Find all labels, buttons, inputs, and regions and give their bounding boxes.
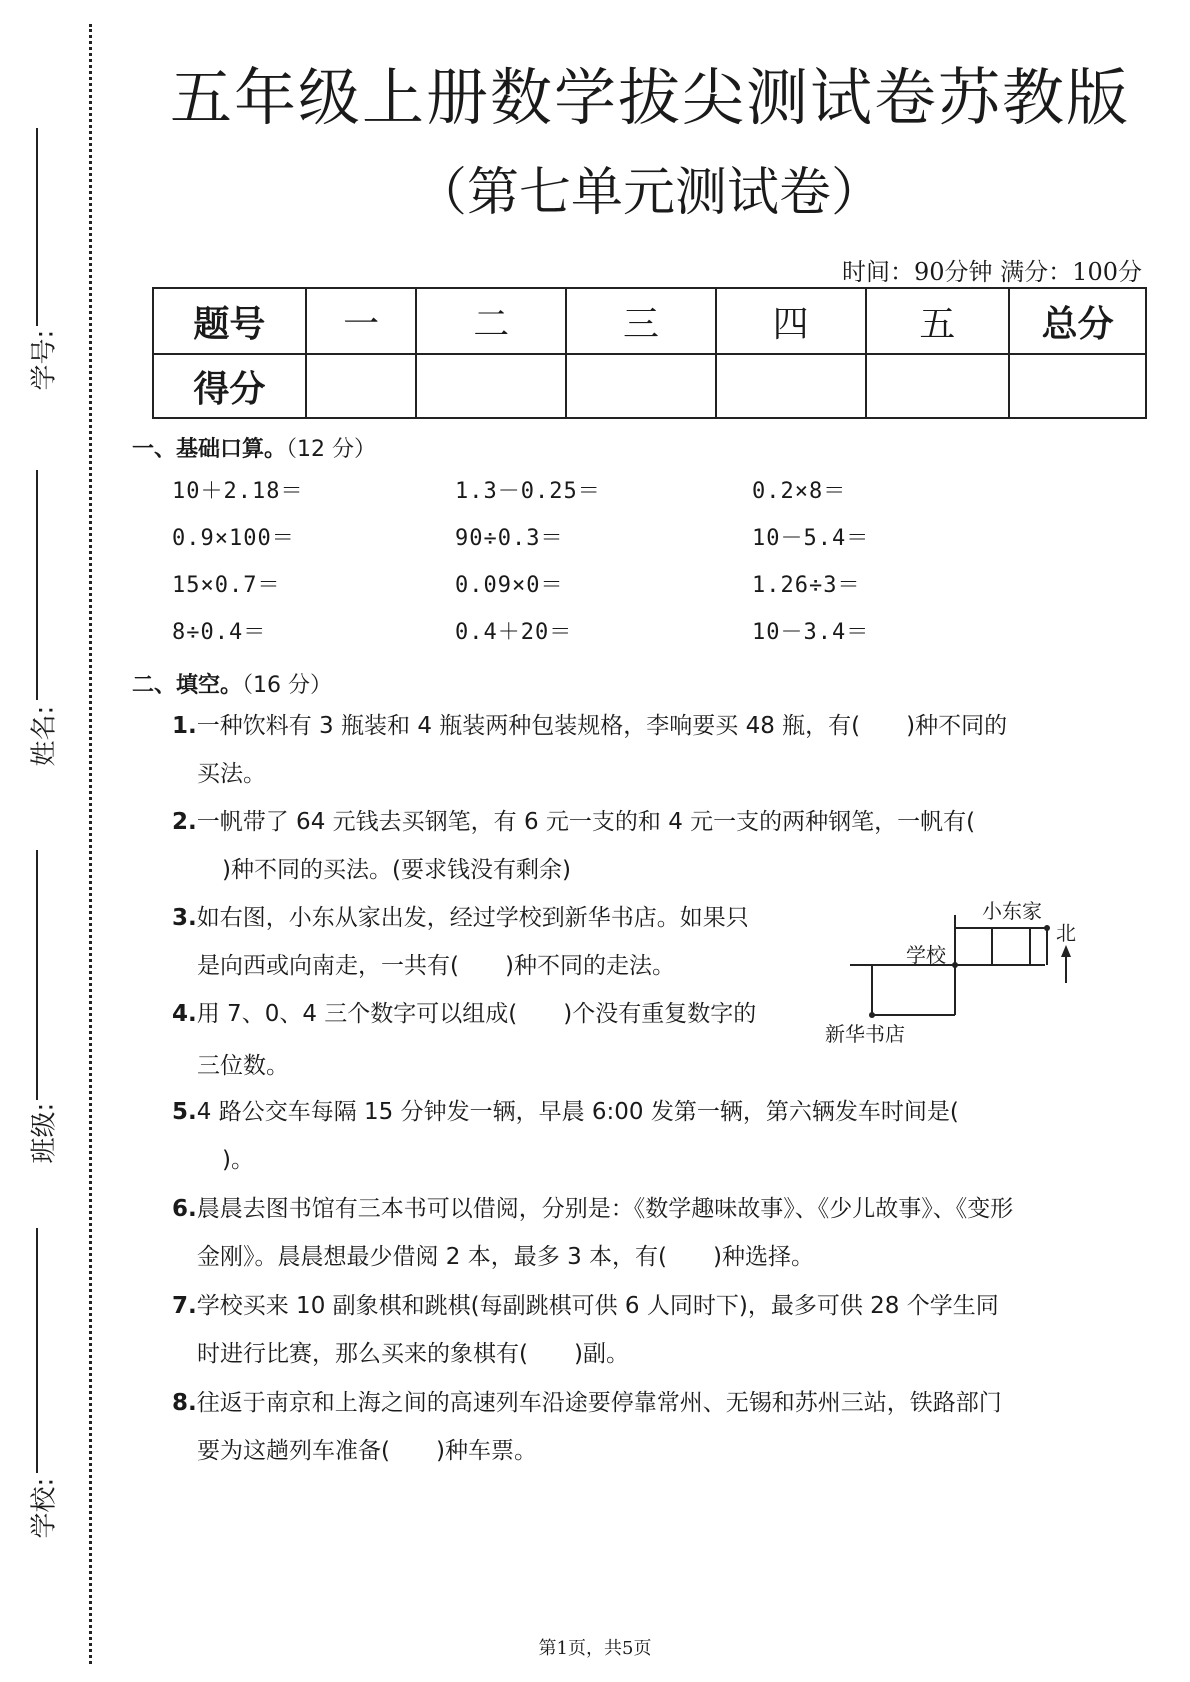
question-text: 一帆带了 64 元钱去买钢笔，有 6 元一支的和 4 元一支的两种钢笔，一帆有(: [196, 809, 976, 835]
col-part-2: 二: [416, 288, 566, 354]
question-text-continued: 三位数。: [197, 1053, 289, 1079]
question-number: 7.: [172, 1293, 197, 1319]
mental-math-grid: [172, 474, 932, 662]
calc-item: 8÷0.4＝: [172, 620, 267, 645]
question-text-continued: 金刚》。晨晨想最少借阅 2 本，最多 3 本，有( )种选择。: [197, 1244, 814, 1270]
name-line: [36, 470, 38, 700]
exam-title: 五年级上册数学拔尖测试卷苏教版: [170, 61, 1131, 134]
school-point: [952, 962, 958, 968]
score-cell-4[interactable]: [716, 354, 866, 418]
north-arrow-icon: [1061, 945, 1071, 983]
question-4: [172, 990, 812, 1090]
score-table-score-row: [153, 354, 1146, 418]
question-number: 1.: [172, 713, 197, 739]
question-1: [172, 702, 1092, 798]
question-text-continued: )种不同的买法。(要求钱没有剩余): [222, 857, 571, 883]
question-text: 学校买来 10 副象棋和跳棋(每副跳棋可供 6 人同时下)，最多可供 28 个学生同: [196, 1293, 999, 1319]
class-label: 班级:: [29, 1102, 60, 1164]
section-1-points: （12 分）: [286, 437, 377, 462]
calc-item: 15×0.7＝: [172, 573, 281, 598]
calc-row: [172, 568, 932, 615]
calc-item: 10－5.4＝: [752, 526, 870, 551]
calc-item: 0.2×8＝: [752, 479, 847, 504]
question-text: 晨晨去图书馆有三本书可以借阅，分别是：《数学趣味故事》、《少儿故事》、《变形: [196, 1196, 1014, 1222]
calc-row: [172, 474, 932, 521]
exam-subtitle: （第七单元测试卷）: [415, 163, 884, 223]
score-cell-3[interactable]: [566, 354, 716, 418]
question-8: [172, 1379, 1092, 1475]
calc-item: 10－3.4＝: [752, 620, 870, 645]
question-text: 如右图，小东从家出发，经过学校到新华书店。如果只: [196, 905, 749, 931]
class-line: [36, 850, 38, 1100]
score-table-header-row: [153, 288, 1146, 354]
question-number: 8.: [172, 1390, 197, 1416]
calc-item: 10＋2.18＝: [172, 479, 304, 504]
calc-item: 0.9×100＝: [172, 526, 295, 551]
calc-item: 0.09×0＝: [455, 573, 564, 598]
route-diagram: [820, 895, 1080, 1045]
question-number-label: 题号: [153, 288, 306, 354]
question-text: 一种饮料有 3 瓶装和 4 瓶装两种包装规格，李响要买 48 瓶，有( )种不同的: [196, 713, 1008, 739]
section-2-heading: [132, 668, 332, 699]
north-label: 北: [1056, 921, 1076, 945]
calc-item: 1.26÷3＝: [752, 573, 861, 598]
calc-item: 90÷0.3＝: [455, 526, 564, 551]
score-table: [152, 287, 1147, 419]
col-total: 总分: [1009, 288, 1146, 354]
question-text-continued: 是向西或向南走，一共有( )种不同的走法。: [197, 953, 675, 979]
question-number: 2.: [172, 809, 197, 835]
question-text: 4 路公交车每隔 15 分钟发一辆，早晨 6:00 发第一辆，第六辆发车时间是(: [196, 1099, 959, 1125]
question-number: 3.: [172, 905, 197, 931]
student-no-label: 学号:: [29, 329, 60, 391]
section-2-title: 二、填空。: [132, 673, 243, 698]
question-2: [172, 798, 1092, 894]
section-1-title: 一、基础口算。: [132, 437, 287, 462]
question-7: [172, 1282, 1092, 1378]
binding-dashed-line: [89, 24, 92, 1664]
calc-item: 1.3－0.25＝: [455, 479, 601, 504]
question-6: [172, 1185, 1092, 1281]
page-number: 第1页，共5页: [538, 1638, 652, 1659]
school-line: [36, 1228, 38, 1473]
question-3: [172, 894, 812, 990]
col-part-4: 四: [716, 288, 866, 354]
question-number: 6.: [172, 1196, 197, 1222]
score-cell-2[interactable]: [416, 354, 566, 418]
section-1-heading: [132, 432, 376, 463]
question-text-continued: 要为这趟列车准备( )种车票。: [197, 1438, 537, 1464]
question-text: 往返于南京和上海之间的高速列车沿途要停靠常州、无锡和苏州三站，铁路部门: [196, 1390, 1002, 1416]
home-point: [1044, 925, 1050, 931]
name-label: 姓名:: [29, 705, 60, 767]
calc-item: 0.4＋20＝: [455, 620, 573, 645]
score-cell-1[interactable]: [306, 354, 417, 418]
question-text-continued: 时进行比赛，那么买来的象棋有( )副。: [197, 1341, 629, 1367]
school-label: 学校:: [29, 1477, 60, 1539]
col-part-1: 一: [306, 288, 417, 354]
question-text-continued: )。: [222, 1147, 254, 1173]
home-label: 小东家: [982, 899, 1042, 923]
section-2-points: （16 分）: [242, 673, 333, 698]
calc-row: [172, 521, 932, 568]
exam-time-and-score: 时间：90分钟 满分：100分: [842, 258, 1142, 286]
calc-row: [172, 615, 932, 662]
question-number: 4.: [172, 1001, 197, 1027]
score-cell-total[interactable]: [1009, 354, 1146, 418]
col-part-5: 五: [866, 288, 1010, 354]
bookstore-label: 新华书店: [825, 1022, 905, 1046]
school-label: 学校: [906, 943, 946, 967]
question-number: 5.: [172, 1099, 197, 1125]
student-no-line: [36, 128, 38, 326]
score-cell-5[interactable]: [866, 354, 1010, 418]
col-part-3: 三: [566, 288, 716, 354]
question-text: 用 7、0、4 三个数字可以组成( )个没有重复数字的: [196, 1001, 757, 1027]
question-5: [172, 1088, 1092, 1184]
question-text-continued: 买法。: [197, 761, 266, 787]
score-label: 得分: [153, 354, 306, 418]
